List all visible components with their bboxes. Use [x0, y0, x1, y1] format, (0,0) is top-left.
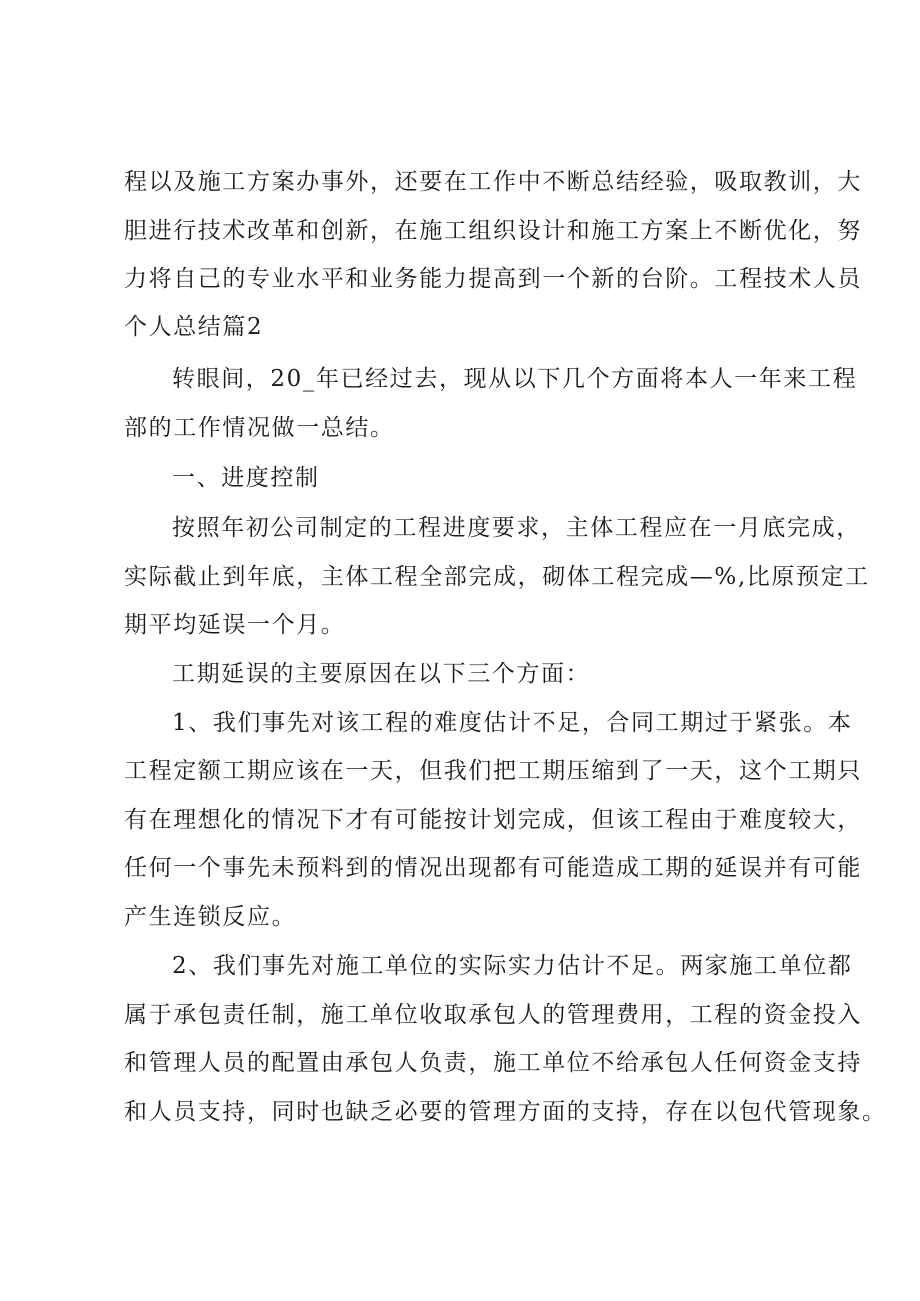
body-text-line: 程以及施工方案办事外，还要在工作中不断总结经验，吸取教训，大: [124, 169, 862, 195]
body-text-line: 产生连锁反应。: [124, 904, 297, 930]
body-text-line: 1、我们事先对该工程的难度估计不足，合同工期过于紧张。本: [172, 710, 853, 736]
body-text-line: 2、我们事先对施工单位的实际实力估计不足。两家施工单位都: [172, 953, 853, 979]
body-text-line: 胆进行技术改革和创新，在施工组织设计和施工方案上不断优化，努: [124, 218, 862, 244]
body-text-line: 属于承包责任制，施工单位收取承包人的管理费用，工程的资金投入: [124, 1002, 862, 1028]
body-text-line: 力将自己的专业水平和业务能力提高到一个新的台阶。工程技术人员: [124, 266, 862, 292]
body-text-line: 和人员支持，同时也缺乏必要的管理方面的支持，存在以包代管现象。: [124, 1099, 887, 1125]
body-text-line: 有在理想化的情况下才有可能按计划完成，但该工程由于难度较大，: [124, 807, 862, 833]
body-text-line: 工期延误的主要原因在以下三个方面：: [172, 661, 591, 687]
body-text-line: 任何一个事先未预料到的情况出现都有可能造成工期的延误并有可能: [124, 855, 862, 881]
heading-progress-control: 一、进度控制: [172, 465, 320, 491]
body-text-line: 期平均延误一个月。: [124, 612, 346, 638]
body-text-line: 和管理人员的配置由承包人负责，施工单位不给承包人任何资金支持: [124, 1050, 862, 1076]
body-text-line: 实际截止到年底，主体工程全部完成，砌体工程完成—%,比原预定工: [124, 564, 870, 590]
body-text-line: 部的工作情况做一总结。: [124, 415, 395, 441]
section-title: 个人总结篇2: [124, 314, 264, 340]
body-text-line: 工程定额工期应该在一天，但我们把工期压缩到了一天，这个工期只: [124, 758, 862, 784]
body-text-line: 转眼间，20_年已经过去，现从以下几个方面将本人一年来工程: [172, 366, 858, 392]
body-text-line: 按照年初公司制定的工程进度要求，主体工程应在一月底完成，: [172, 515, 861, 541]
